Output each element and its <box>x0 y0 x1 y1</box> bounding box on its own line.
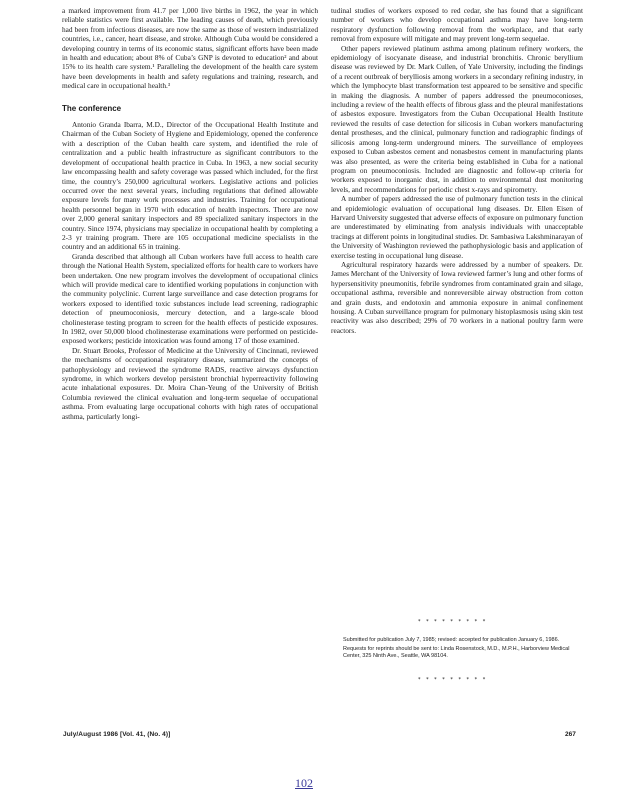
body-paragraph: Agricultural respiratory hazards were addressed by a number of speakers. Dr. James Merchant of the University of Iowa reviewed farmer’s lung and other forms of hypersensitivity pneumonitis, febrile syndromes from contaminated grain and silage, occupational asthma, reversible and nonreversible airway obstruction from cotton and grain dusts, and endotoxin and ammonia exposure in animal confinement housing. A Cuban surveillance program for pulmonary histoplasmosis using skin test reactivity was also described; 29% of 70 workers in a national poultry farm were reactors. <box>331 259 583 335</box>
footnote-submitted: Submitted for publication July 7, 1985; revised: accepted for publication January 6, 1986. <box>343 637 560 643</box>
footnote-reprints: Requests for reprints should be sent to: Linda Rosenstock, M.D., M.P.H., Harborview Medical Center, 325 Ninth Ave., Seattle, WA 98104. <box>343 645 570 660</box>
intro-paragraph: a marked improvement from 41.7 per 1,000 live births in 1962, the year in which reliable statistics were first available. The leading causes of death, which previously had been from infectious diseases, are now the same as those of western industrialized countries, i.e., cancer, heart disease, and stroke. Although Cuba would be considered a developing country in terms of its economic status, significant efforts have been made in health and education; about 8% of Cuba’s GNP is devoted to education² and about 15% to its health care system.¹ Paralleling the development of the health care system have been developments in health and safety regulations and training, research, and medical care in occupational health.³ <box>62 6 318 91</box>
separator-stars-top: * * * * * * * * * <box>418 619 488 625</box>
body-paragraph: Dr. Stuart Brooks, Professor of Medicine at the University of Cincinnati, reviewed the mechanisms of occupational respiratory disease, summarized the concepts of pathophysiology and reviewed the syndrome RADS, reactive airways dysfunction syndrome, in which workers develop persistent bronchial hyperreactivity following acute inhalational exposures. Dr. Moira Chan-Yeung of the University of British Columbia reviewed the clinical evaluation and long-term sequelae of occupational asthma. From evaluating large occupational cohorts with high rates of occupational asthma, particularly longi- <box>62 345 318 421</box>
separator-stars-bottom: * * * * * * * * * <box>418 677 488 683</box>
footnotes <box>343 637 575 661</box>
section-heading: The conference <box>62 103 122 113</box>
footer-page-number: 267 <box>565 731 576 738</box>
body-paragraph: A number of papers addressed the use of pulmonary function tests in the clinical and epidemiologic evaluation of occupational lung diseases. Dr. Ellen Eisen of Harvard University suggested that adverse effects of exposure on pulmonary function are underestimated by eliminating from analysis individuals with unacceptable tracings at different points in longitudinal studies. Dr. Sambasiwa Lakshminarayan of the University of Washington reviewed the pathophysiologic basis and application of exercise testing in occupational lung disease. <box>331 194 583 260</box>
right-column <box>331 6 583 335</box>
footer-issue: July/August 1986 [Vol. 41, (No. 4)] <box>63 731 171 738</box>
body-paragraph: tudinal studies of workers exposed to red cedar, she has found that a significant number of workers who develop occupational asthma may have long-term respiratory dysfunction following removal from the workplace, and that early removal from exposure will mitigate and may prevent long-term sequelae. <box>331 6 583 44</box>
body-paragraph: Antonio Granda Ibarra, M.D., Director of the Occupational Health Institute and Chairman of the Cuban Society of Hygiene and Epidemiology, opened the conference with a description of the Cuban health care system, and identified the role of centralization and a public health infrastructure as significant contributors to the development of occupational health practice in Cuba. In 1963, a new social security law encompassing health and safety coverage was passed which included, for the first time, the country’s 250,000 agricultural workers. Legislative actions and policies occurred over the next several years, including regulations that defined allowable exposure levels for many work processes and industries. Training for occupational health personnel began in 1970 with education of health inspectors. There are now over 2,000 general sanitary inspectors and 89 specialized sanitary inspectors in the country. Since 1974, physicians may specialize in occupational health by completing a 2-3 yr training program. There are 105 occupational medicine specialists in the country and an additional 65 in training. <box>62 120 318 252</box>
body-paragraph: Granda described that although all Cuban workers have full access to health care through the National Health System, specialized efforts for health care to workers have been undertaken. One new program involves the development of occupational clinics which will provide medical care to identified working populations in conjunction with the community polyclinic. Current large surveillance and case detection programs for workers exposed to identified toxic substances include lead screening, radiographic detection of pneumoconiosis, mercury detection, and a large-scale blood cholinesterase testing program to screen for the health effects of pesticide exposures. In 1982, over 50,000 blood cholinesterase examinations were performed on pesticide-exposed workers; pesticide intoxication was found among 17 of those examined. <box>62 251 318 346</box>
body-paragraph: Other papers reviewed platinum asthma among platinum refinery workers, the epidemiology of isocyanate disease, and industrial bronchitis. Chronic beryllium disease was reviewed by Dr. Mark Cullen, of Yale University, including the findings of a recent outbreak of berylliosis among workers in a secondary refining industry, in which the lymphocyte blast transformation test appeared to be sensitive and specific in making the diagnosis. A number of papers addressed the pneumoconioses, including a review of the health effects of fibrous glass and the pleural manifestations of asbestos exposure. Investigators from the Cuban Occupational Health Institute reviewed the results of case detection for silicosis in Cuban workers manufacturing dental prostheses, and the clinical, pulmonary function and radiographic findings of silicosis among long-term underground miners. The surveillance of employees exposed to Cuban asbestos cement and nonasbestos cement in manufacturing plants was also presented, as were the criteria being established in Cuba for a national program on pneumoconiosis. Included are diagnostic and follow-up criteria for workers exposed to inorganic dust, in addition to environmental dust monitoring levels, and recommendations for periodic chest x-rays and spirometry. <box>331 43 583 194</box>
left-column <box>62 6 318 421</box>
page-number-link[interactable]: 102 <box>295 776 313 790</box>
